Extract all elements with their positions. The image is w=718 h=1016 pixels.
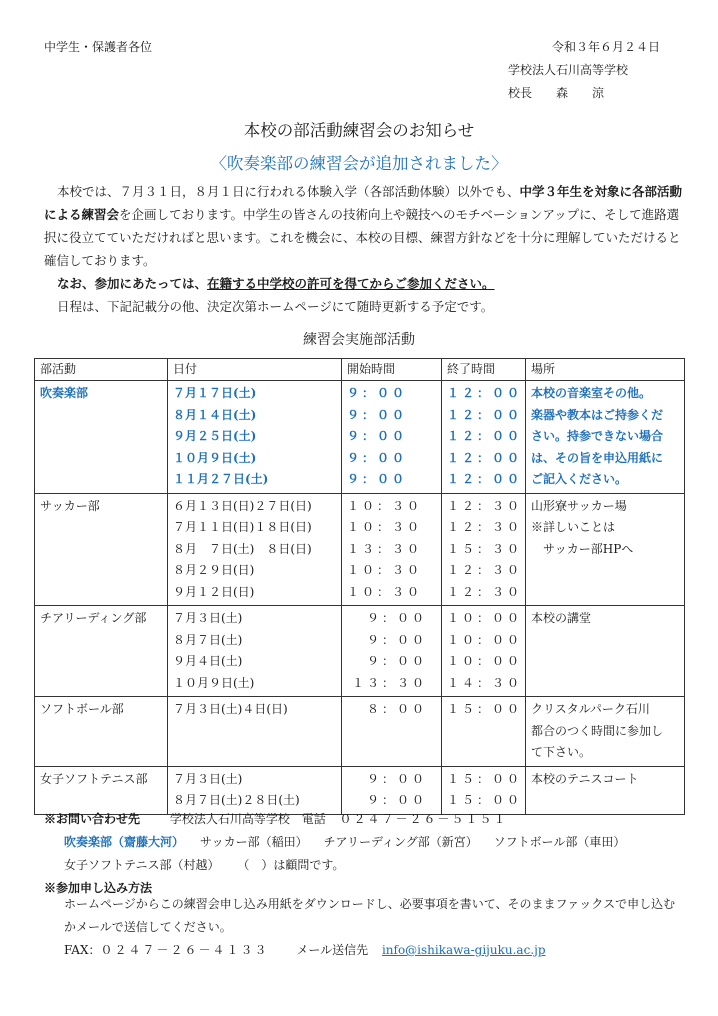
date-cell: ８月７日(土)２８日(土) xyxy=(173,793,300,807)
date-cell: ９月２５日(土) xyxy=(173,429,257,443)
date-cell: １１月２７日(土) xyxy=(173,472,269,486)
table-caption: 練習会実施部活動 xyxy=(303,332,415,348)
date-cell: ７月３日(土) xyxy=(173,771,243,786)
principal: 校長 森 涼 xyxy=(508,86,605,100)
end-time: １５：３０ xyxy=(447,541,523,556)
place-cell: 楽器や教本はご持参くだ xyxy=(531,407,664,422)
advisor-tennis: 女子ソフトテニス部（村越） xyxy=(64,858,220,872)
end-time: １２：００ xyxy=(447,472,523,486)
place-cell: 都合のつく時間に参加し xyxy=(531,723,664,738)
advisors-line-2 xyxy=(64,856,344,873)
header-club: 部活動 xyxy=(35,359,168,381)
issue-date: 令和３年６月２４日 xyxy=(552,40,661,54)
contact-school: 学校法人石川高等学校 xyxy=(169,812,290,826)
end-time: １０：００ xyxy=(447,611,523,625)
header-place: 場所 xyxy=(526,359,685,381)
place-cell: 本校の講堂 xyxy=(531,611,592,625)
end-time: １５：００ xyxy=(447,771,523,786)
advisor-soccer: サッカー部（稲田） xyxy=(199,835,308,849)
date-cell: ８月７日(土) xyxy=(173,632,243,647)
date-cell: ８月１４日(土) xyxy=(173,407,257,422)
table-row-soccer xyxy=(35,493,685,606)
date-cell: １０月９日(土) xyxy=(173,675,255,690)
date-cell: ７月１７日(土) xyxy=(173,386,257,400)
start-time: ９：００ xyxy=(366,632,427,647)
club-name: チアリーディング部 xyxy=(40,611,147,625)
end-time: １５：００ xyxy=(447,793,523,807)
schedule-table xyxy=(34,358,685,815)
place-cell: て下さい。 xyxy=(531,745,592,759)
date-cell: ８月２９日(日) xyxy=(173,563,255,577)
contact-label: ※お問い合わせ先 xyxy=(44,812,141,826)
intro-text-bold: 中学３年生を対象に各部活動による練習会 xyxy=(44,184,683,222)
advisor-note: （ ）は顧問です。 xyxy=(237,858,345,872)
apply-label: ※参加申し込み方法 xyxy=(44,881,153,895)
intro-paragraph xyxy=(44,180,684,272)
table-row-cheerleading xyxy=(35,606,685,697)
intro-text-c: を企画しております。中学生の皆さんの技術向上や競技へのモチベーションアップに、そして進路選択に役立てていただければと思います。これを機会に、本校の目標、練習方針などを十分に理解していただけると確信しております。 xyxy=(44,207,681,268)
start-time: １０：３０ xyxy=(347,584,423,599)
club-name: サッカー部 xyxy=(40,498,100,513)
header-date: 日付 xyxy=(168,359,342,381)
end-time: １２：３０ xyxy=(447,584,523,599)
start-time: ９：００ xyxy=(366,793,427,807)
intro-text-a: 本校では、７月３１日，８月１日に行われる体験入学（各部活動体験）以外でも、 xyxy=(57,184,520,199)
place-cell: 本校の音楽室その他。 xyxy=(531,386,652,400)
table-row-soft-tennis xyxy=(35,766,685,814)
start-time: ９：００ xyxy=(347,450,408,465)
end-time: １２：３０ xyxy=(447,520,523,534)
table-header-row xyxy=(35,359,685,381)
place-cell: は、その旨を申込用紙に xyxy=(531,450,664,465)
start-time: １０：３０ xyxy=(347,498,423,513)
date-cell: １０月９日(土) xyxy=(173,450,257,465)
mail-label: メール送信先 xyxy=(296,943,369,957)
fax-label: FAX： xyxy=(64,943,101,957)
advisor-cheer: チアリーディング部（新宮） xyxy=(323,835,478,849)
fax-number: ０２４７－２６－４１３３ xyxy=(100,943,269,957)
end-time: １２：３０ xyxy=(447,563,523,577)
start-time: ９：００ xyxy=(347,386,408,400)
start-time: １３：３０ xyxy=(351,675,427,690)
contact-line xyxy=(44,810,508,827)
place-cell: 山形寮サッカー場 xyxy=(531,498,627,513)
club-name: 女子ソフトテニス部 xyxy=(40,771,148,786)
table-row-brass xyxy=(35,381,685,494)
contact-phone: ０２４７－２６－５１５１ xyxy=(339,812,508,826)
date-cell: ８月 ７日(土) ８日(日) xyxy=(173,541,312,556)
apply-text: ホームページからこの練習会申し込み用紙をダウンロードし、必要事項を書いて、そのままファックスで申し込むかメールで送信してください。 xyxy=(64,897,676,934)
header-start: 開始時間 xyxy=(342,359,442,381)
date-cell: ６月１３日(日)２７日(日) xyxy=(173,498,312,513)
start-time: ９：００ xyxy=(347,407,408,422)
end-time: １４：３０ xyxy=(447,675,523,690)
start-time: ９：００ xyxy=(366,654,427,668)
contact-phone-label: 電話 xyxy=(301,812,326,826)
place-cell: クリスタルパーク石川 xyxy=(531,702,650,716)
advisors-line xyxy=(64,833,625,850)
addressee: 中学生・保護者各位 xyxy=(44,40,153,54)
page-title: 本校の部活動練習会のお知らせ xyxy=(243,121,475,140)
start-time: ９：００ xyxy=(366,771,427,786)
start-time: ８：００ xyxy=(366,702,427,716)
header-end: 終了時間 xyxy=(442,359,526,381)
date-cell: ７月３日(土)４日(日) xyxy=(173,702,288,716)
end-time: １０：００ xyxy=(447,632,523,647)
place-cell: ※詳しいことは xyxy=(531,520,616,534)
end-time: １０：００ xyxy=(447,654,523,668)
permission-note xyxy=(44,272,684,295)
start-time: １３：３０ xyxy=(347,541,423,556)
permission-note-a: なお、参加にあたっては、 xyxy=(57,276,208,291)
start-time: １０：３０ xyxy=(347,563,423,577)
advisor-brass: 吹奏楽部（齋藤大河） xyxy=(64,835,185,849)
start-time: ９：００ xyxy=(347,472,408,486)
place-cell: サッカー部HPへ xyxy=(531,541,634,556)
date-cell: ９月４日(土) xyxy=(173,654,243,668)
fax-mail-line xyxy=(64,941,546,958)
start-time: １０：３０ xyxy=(347,520,423,534)
place-cell: さい。持参できない場合 xyxy=(531,429,664,443)
schedule-note: 日程は、下記記載分の他、決定次第ホームページにて随時更新する予定です。 xyxy=(57,299,494,314)
end-time: １２：００ xyxy=(447,407,523,422)
start-time: ９：００ xyxy=(366,611,427,625)
end-time: １２：３０ xyxy=(447,498,523,513)
club-name: 吹奏楽部 xyxy=(40,386,89,400)
date-cell: ９月１２日(日) xyxy=(173,584,255,599)
page-subtitle: 〈吹奏楽部の練習会が追加されました〉 xyxy=(210,154,508,173)
permission-note-underlined: 在籍する中学校の許可を得てからご参加ください。 xyxy=(207,276,495,291)
end-time: １２：００ xyxy=(447,429,523,443)
end-time: １２：００ xyxy=(447,386,523,400)
club-name: ソフトボール部 xyxy=(40,702,124,716)
advisor-softball: ソフトボール部（車田） xyxy=(493,835,626,849)
end-time: １２：００ xyxy=(447,450,523,465)
table-row-softball xyxy=(35,697,685,767)
date-cell: ７月３日(土) xyxy=(173,611,243,625)
date-cell: ７月１１日(日)１８日(日) xyxy=(173,520,312,534)
place-cell: 本校のテニスコート xyxy=(531,771,639,786)
email-link[interactable]: info@ishikawa-gijuku.ac.jp xyxy=(381,943,546,957)
place-cell: ご記入ください。 xyxy=(531,472,628,486)
start-time: ９：００ xyxy=(347,429,408,443)
school-name: 学校法人石川高等学校 xyxy=(508,63,629,77)
end-time: １５：００ xyxy=(447,702,523,716)
